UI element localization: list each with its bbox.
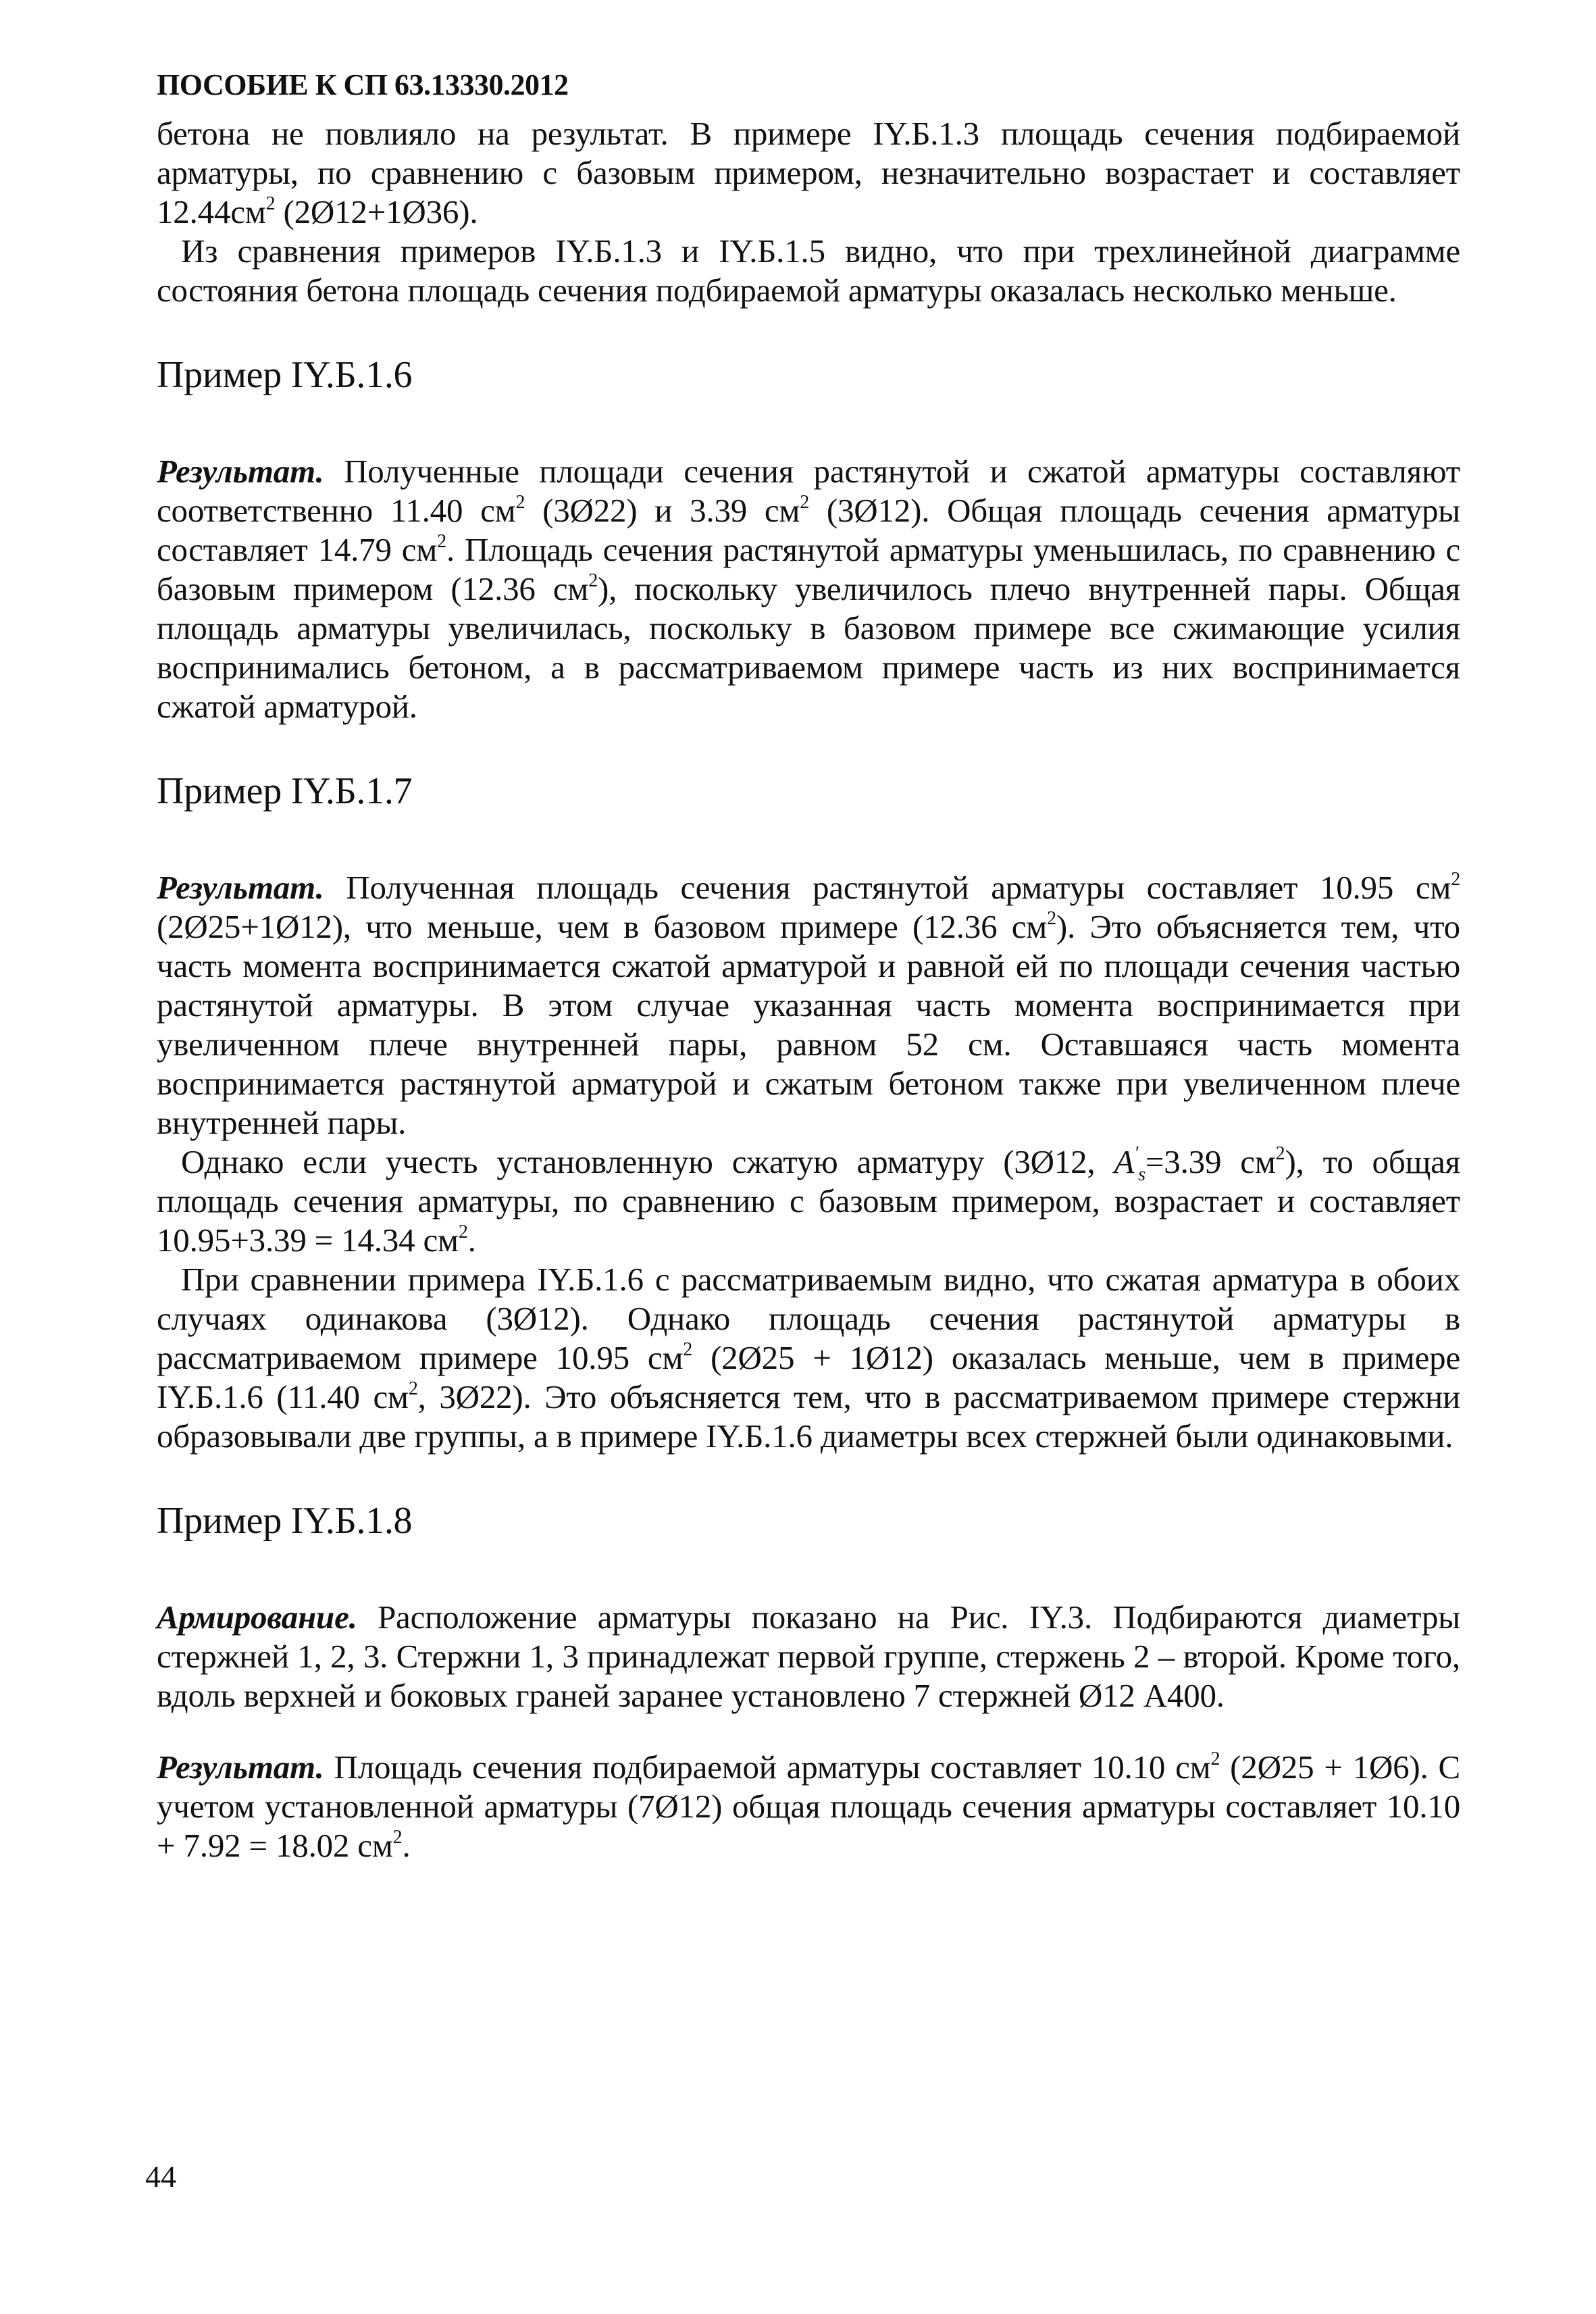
paragraph-gap <box>157 1726 1460 1737</box>
symbol-letter: A <box>1114 1143 1135 1180</box>
section-heading-example-8: Пример IY.Б.1.8 <box>157 1500 413 1542</box>
paragraph-comparison: Из сравнения примеров IY.Б.1.3 и IY.Б.1.5 видно, что при трехлинейной диаграмме состояния бетона площадь сечения подбираемой арматуры оказалась несколько меньше. <box>157 232 1460 309</box>
text-run: . <box>402 1827 411 1864</box>
superscript: 2 <box>458 1222 468 1242</box>
symbol-as-prime <box>1114 1143 1145 1185</box>
superscript: 2 <box>265 193 276 214</box>
running-title: ПОСОБИЕ К СП 63.13330.2012 <box>157 68 569 101</box>
document-page <box>157 68 1460 1865</box>
paragraph-reinforcement-8 <box>157 1598 1460 1715</box>
text-run: . <box>467 1222 476 1259</box>
text-run: ), то общая площадь сечения арматуры, по сравнению с базовым примером, возрастает и составляет 10.95+3.39 = 14.34 см <box>157 1143 1460 1259</box>
symbol-prime: ′ <box>1134 1143 1139 1164</box>
text-run: (2Ø25 + 1Ø12) оказалась меньше, чем в примере IY.Б.1.6 (11.40 см <box>157 1339 1460 1415</box>
superscript: 2 <box>1047 908 1056 929</box>
paragraph-result-8 <box>157 1748 1460 1865</box>
paragraph-continuation <box>157 114 1460 232</box>
text-run: При сравнении примера IY.Б.1.6 с рассматриваемым видно, что сжатая арматура в обоих случаях одинакова (3Ø12). Однако площадь сечения растянутой арматуры в рассматриваемом примере 10.95 см <box>157 1261 1460 1376</box>
text-run: ). Это объясняется тем, что часть момента воспринимается сжатой арматурой и равной ей по площади сечения частью растянутой арматуры. В этом случае указанная часть момента воспринимается при увеличенном плече внутренней пары, равном 52 см. Оставшаяся часть момента воспринимается растянутой арматурой и сжатым бетоном также при увеличенном плече внутренней пары. <box>157 908 1460 1141</box>
text-run: ), поскольку увеличилось плечо внутренней пары. Общая площадь арматуры увеличилась, поскольку в базовом примере все сжимающие усилия воспринимались бетоном, а в рассматриваемом примере часть из них воспринимается сжатой арматурой. <box>157 570 1460 725</box>
superscript: 2 <box>437 531 446 552</box>
superscript: 2 <box>683 1339 693 1360</box>
superscript: 2 <box>1275 1143 1285 1164</box>
text-run: (3Ø12). Общая площадь сечения арматуры составляет 14.79 см <box>157 492 1460 568</box>
text-run: Однако если учесть установленную сжатую арматуру (3Ø12, <box>181 1143 1114 1180</box>
superscript: 2 <box>515 492 525 513</box>
page-number: 44 <box>145 2159 176 2194</box>
superscript: 2 <box>408 1378 418 1399</box>
superscript: 2 <box>588 570 598 591</box>
section-heading-example-6: Пример IY.Б.1.6 <box>157 354 413 396</box>
paragraph-total-area-7 <box>157 1142 1460 1260</box>
section-heading-example-7: Пример IY.Б.1.7 <box>157 770 413 812</box>
text-run: . Площадь сечения растянутой арматуры уменьшилась, по сравнению с базовым примером (12.36 см <box>157 531 1460 607</box>
text-run: (2Ø12+1Ø36). <box>275 193 478 230</box>
superscript: 2 <box>1451 869 1460 890</box>
superscript: 2 <box>392 1827 403 1848</box>
text-run: , 3Ø22). Это объясняется тем, что в рассматриваемом примере стержни образовывали две группы, а в примере IY.Б.1.6 диаметры всех стержней были одинаковыми. <box>157 1378 1460 1455</box>
paragraph-result-7 <box>157 868 1460 1142</box>
text-run: Полученные площади сечения растянутой и сжатой арматуры составляют соответственно 11.40 см <box>157 453 1460 529</box>
text-run: бетона не повлияло на результат. В примере IY.Б.1.3 площадь сечения подбираемой арматуры, по сравнению с базовым примером, незначительно возрастает и составляет 12.44см <box>157 115 1460 230</box>
lead-word: Результат. <box>157 453 324 490</box>
text-run: (2Ø25 + 1Ø6). С учетом установленной арматуры (7Ø12) общая площадь сечения арматуры составляет 10.10 + 7.92 = 18.02 см <box>157 1749 1460 1864</box>
superscript: 2 <box>800 492 810 513</box>
paragraph-result-6 <box>157 452 1460 726</box>
lead-word: Результат. <box>157 1749 324 1786</box>
text-run: Площадь сечения подбираемой арматуры составляет 10.10 см <box>324 1749 1211 1786</box>
lead-word: Армирование. <box>157 1599 357 1636</box>
symbol-subscript: s <box>1138 1163 1145 1185</box>
text-run: (3Ø22) и 3.39 см <box>525 492 800 529</box>
paragraph-comparison-7 <box>157 1260 1460 1456</box>
text-run: Полученная площадь сечения растянутой арматуры составляет 10.95 см <box>324 869 1451 906</box>
paragraph-gap <box>157 1737 1460 1748</box>
lead-word: Результат. <box>157 869 324 906</box>
text-run: =3.39 см <box>1145 1143 1276 1180</box>
superscript: 2 <box>1210 1749 1220 1769</box>
text-run: Расположение арматуры показано на Рис. IY.3. Подбираются диаметры стержней 1, 2, 3. Стержни 1, 3 принадлежат первой группе, стержень 2 – второй. Кроме того, вдоль верхней и боковых граней заранее установлено 7 стержней Ø12 А400. <box>157 1599 1460 1714</box>
text-run: (2Ø25+1Ø12), что меньше, чем в базовом примере (12.36 см <box>157 908 1048 945</box>
paragraph-gap <box>157 1715 1460 1726</box>
